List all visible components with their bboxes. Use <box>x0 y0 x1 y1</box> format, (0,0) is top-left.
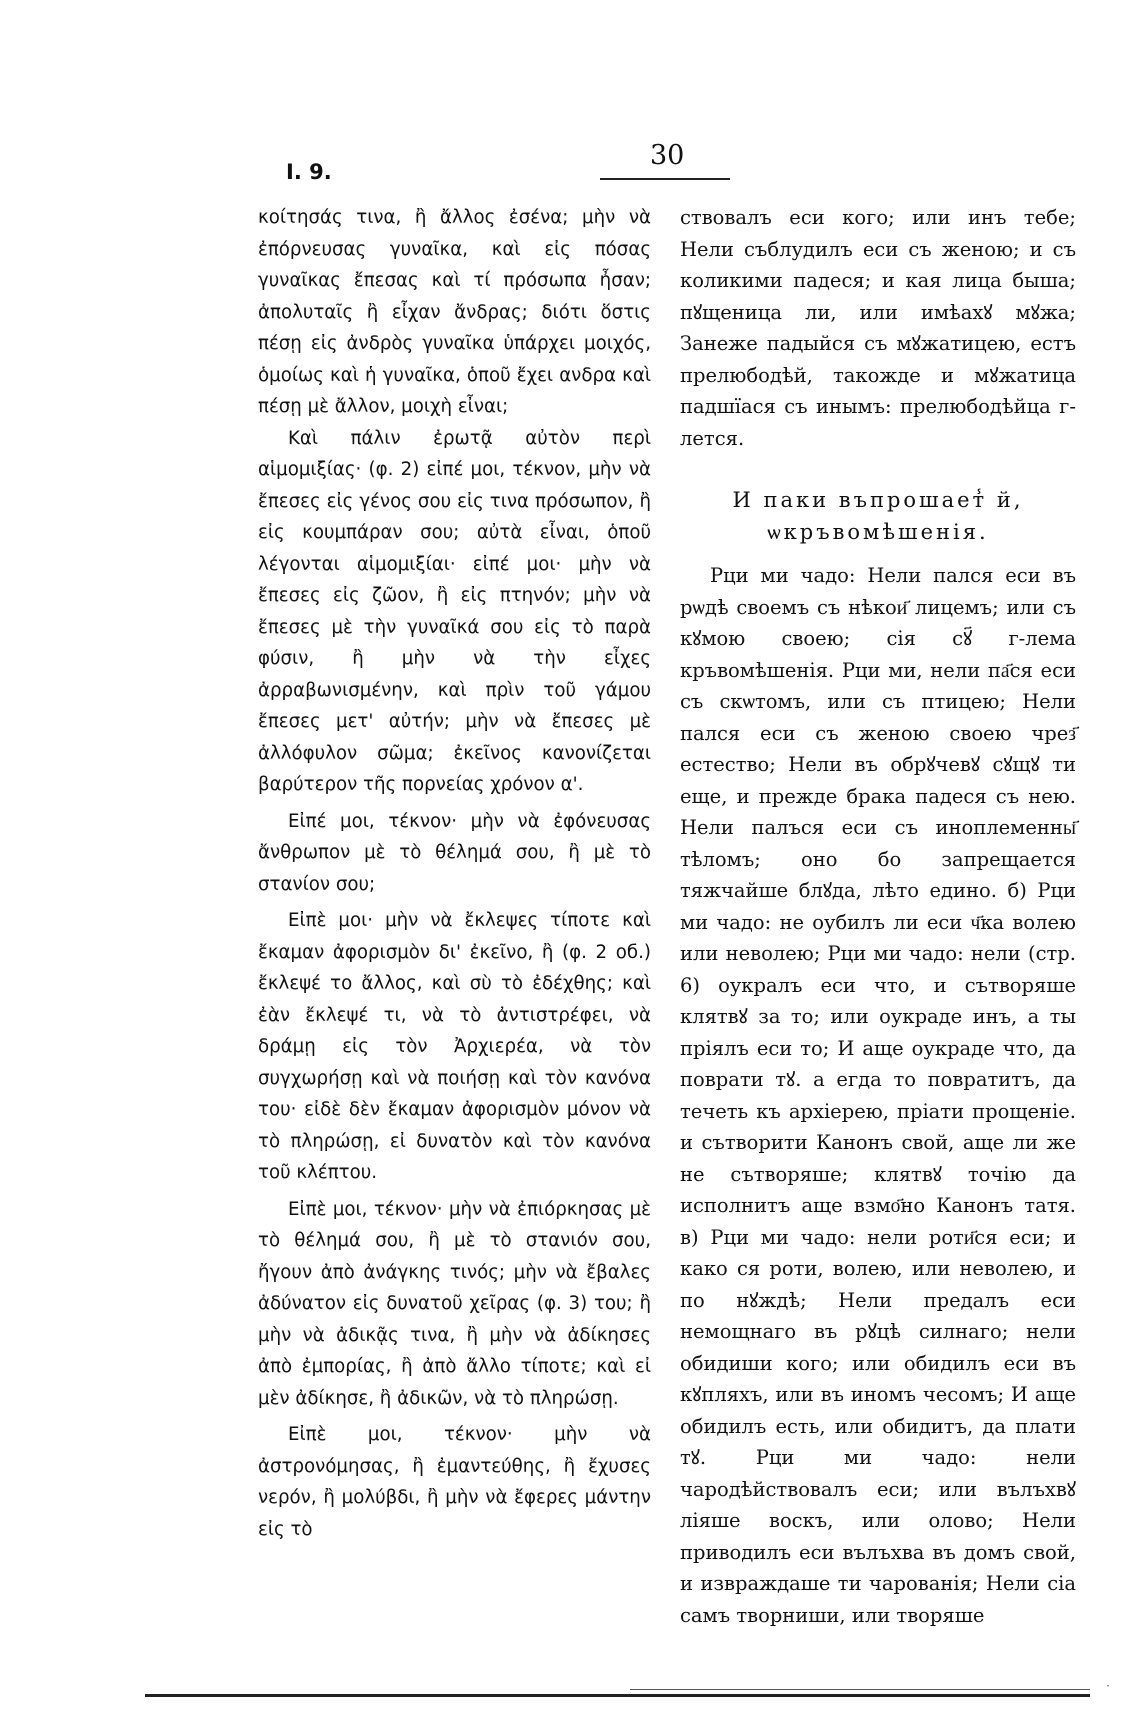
greek-paragraph: Εἰπὲ μοι, τέκνον· μὴν νὰ ἐπιόρκησας μὲ τὸ θέλημά σου, ἢ μὲ τὸ στανιόν σου, ἤγουν ἀπὸ ἀνάγκης τινός; μὴν νὰ ἔβαλες ἀδύνατον εἰς δυνατοῦ χεῖρας (φ. 3) του; ἢ μὴν νὰ ἀδικᾷς τινα, ἢ μὴν νὰ ἀδίκησες ἀπὸ ἐμπορίας, ἢ ἀπὸ ἄλλο τίποτε; καὶ εἰ μὲν ἀδίκησε, ἢ ἀδικῶν, νὰ τὸ πληρώσῃ. <box>258 1198 651 1409</box>
greek-column <box>258 202 651 1545</box>
header-rule <box>600 178 730 180</box>
greek-paragraph: Εἰπὲ μοι· μὴν νὰ ἔκλεψες τίποτε καὶ ἔκαμαν ἀφορισμὸν δι' ἐκεῖνο, ἢ (φ. 2 οб.) ἔκλεψέ το ἄλλος, καὶ σὺ τὸ ἐδέχθης; καὶ ἐὰν ἔκλεψέ τι, νὰ τὸ ἀντιστρέφει, νὰ δράμῃ εἰς τὸν Ἀρχιερέα, νὰ τὸν συγχωρήσῃ καὶ νὰ ποιήσῃ καὶ τὸν κανόνα του· εἰδὲ δὲν ἔκαμαν ἀφορισμὸν μόνον νὰ τὸ πληρώσῃ, εἰ δυνατὸν καὶ τὸν κανόνα τοῦ κλέπτου. <box>258 910 651 1183</box>
slavonic-paragraph: Рци ми чадо: Нели пался еси въ рѡдѣ своемъ съ нѣкои҃ лицемъ; или съ кꙋмою своею; сія сꙋ҃ г-лема кръвомѣшенія. Рци ми, нели па҃ся еси съ скѡтомъ, или съ птицею; Нели пался еси съ женою своею чрез҃ естество; Нели въ обрꙋчевꙋ сꙋщꙋ ти еще, и прежде брака падеся съ нею. Нели палъся еси съ иноплеменны҃ тѣломъ; оно бо запрещается тяжчайше блꙋда, лѣто едино. б) Рци ми чадо: не оубилъ ли еси ч҃ка волею или неволею; Рци ми чадо: нели (стр. 6) оукралъ еси что, и сътворяше клятвꙋ за то; или оукраде инъ, а ты прiялъ еси то; И аще оукраде что, да поврати тꙋ. а егда то повратитъ, да течеть къ архiерею, прiати прощенiе. и сътворити Канонъ свой, аще ли же не сътворяше; клятвꙋ точiю да исполнитъ аще взмо҃но Канонъ татя. в) Рци ми чадо: нели роти҃ся еси; и како ся роти, волею, или неволею, и по нꙋждѣ; Нели предалъ еси немощнаго въ рꙋцѣ силнаго; нели обидиши кого; или обидилъ еси въ кꙋпляхъ, или въ иномъ чесомъ; И аще обидилъ есть, или обидитъ, да плати тꙋ. Рци ми чадо: нели чародѣйствовалъ еси; или вълъхвꙋ лiяше воскъ, или олово; Нели приводилъ еси вълъхва въ домъ свой, и извраждаше ти чарованiя; Нели сiа самъ творниши, или творяше <box>680 564 1076 1627</box>
greek-paragraph: κοίτησάς τινα, ἢ ἄλλος ἐσένα; μὴν νὰ ἐπόρνευσας γυναῖκα, καὶ εἰς πόσας γυναῖκας ἔπεσας καὶ τί πρόσωπα ἦσαν; ἀπολυταῖς ἢ εἶχαν ἄνδρας; διότι ὅστις πέσῃ εἰς ἀνδρὸς γυναῖκα ὑπάρχει μοιχός, ὁμοίως καὶ ἡ γυναῖκα, ὁποῦ ἔχει ανδρα καὶ πέσῃ μὲ ἄλλον, μοιχὴ εἶναι; <box>258 207 651 417</box>
page-number: 30 <box>650 140 685 171</box>
slavonic-heading: И паки въпрошает̾ й, ѡкръвомѣшенія. <box>732 488 1024 544</box>
footer-rule <box>145 1694 1090 1697</box>
greek-paragraph: Εἰπὲ μοι, τέκνον· μὴν νὰ ἀστρονόμησας, ἢ ἐμαντεύθης, ἢ ἔχυσες νερόν, ἢ μολύβδι, ἢ μὴν νὰ ἔφερες μάντην εἰς τὸ <box>258 1424 651 1540</box>
slavonic-column <box>680 202 1076 1631</box>
greek-paragraph: Εἰπέ μοι, τέκνον· μὴν νὰ ἐφόνευσας ἄνθρωπον μὲ τὸ θέλημά σου, ἢ μὲ τὸ στανίον σου; <box>258 810 651 895</box>
footer-rule-thin <box>630 1689 1090 1690</box>
slavonic-paragraph: ствовалъ еси кого; или инъ тебе; Нели съблудилъ еси съ женою; и съ коликими падеся; и кая лица быша; пꙋщеница ли, или имѣахꙋ мꙋжа; Занеже падыйся съ мꙋжатицею, естъ прелюбодѣй, такожде и мꙋжатица падшїася съ инымъ: прелюбодѣйца г-лется. <box>680 206 1076 450</box>
greek-paragraph: Καὶ πάλιν ἐρωτᾷ αὐτὸν περὶ αἱμομιξίας· (φ. 2) εἰπέ μοι, τέκνον, μὴν νὰ ἔπεσες εἰς γένος σου εἰς τινα πρόσωπον, ἢ εἰς κουμπάραν σου; αὐτὰ εἶναι, ὁποῦ λέγονται αἱμομιξίαι· εἰπέ μοι· μὴν νὰ ἔπεσες εἰς ζῶον, ἢ εἰς πτηνόν; μὴν νὰ ἔπεσες μὲ τὴν γυναῖκά σου εἰς τὸ παρὰ φύσιν, ἢ μὴν νὰ τὴν εἶχες ἀρραβωνισμένην, καὶ πρὶν τοῦ γάμου ἔπεσες μετ' αὐτήν; μὴν νὰ ἔπεσες μὲ ἀλλόφυλον σῶμα; ἐκεῖνος κανονίζεται βαρύτερον τῆς πορνείας χρόνον α'. <box>258 427 651 795</box>
section-reference: I. 9. <box>286 160 332 184</box>
